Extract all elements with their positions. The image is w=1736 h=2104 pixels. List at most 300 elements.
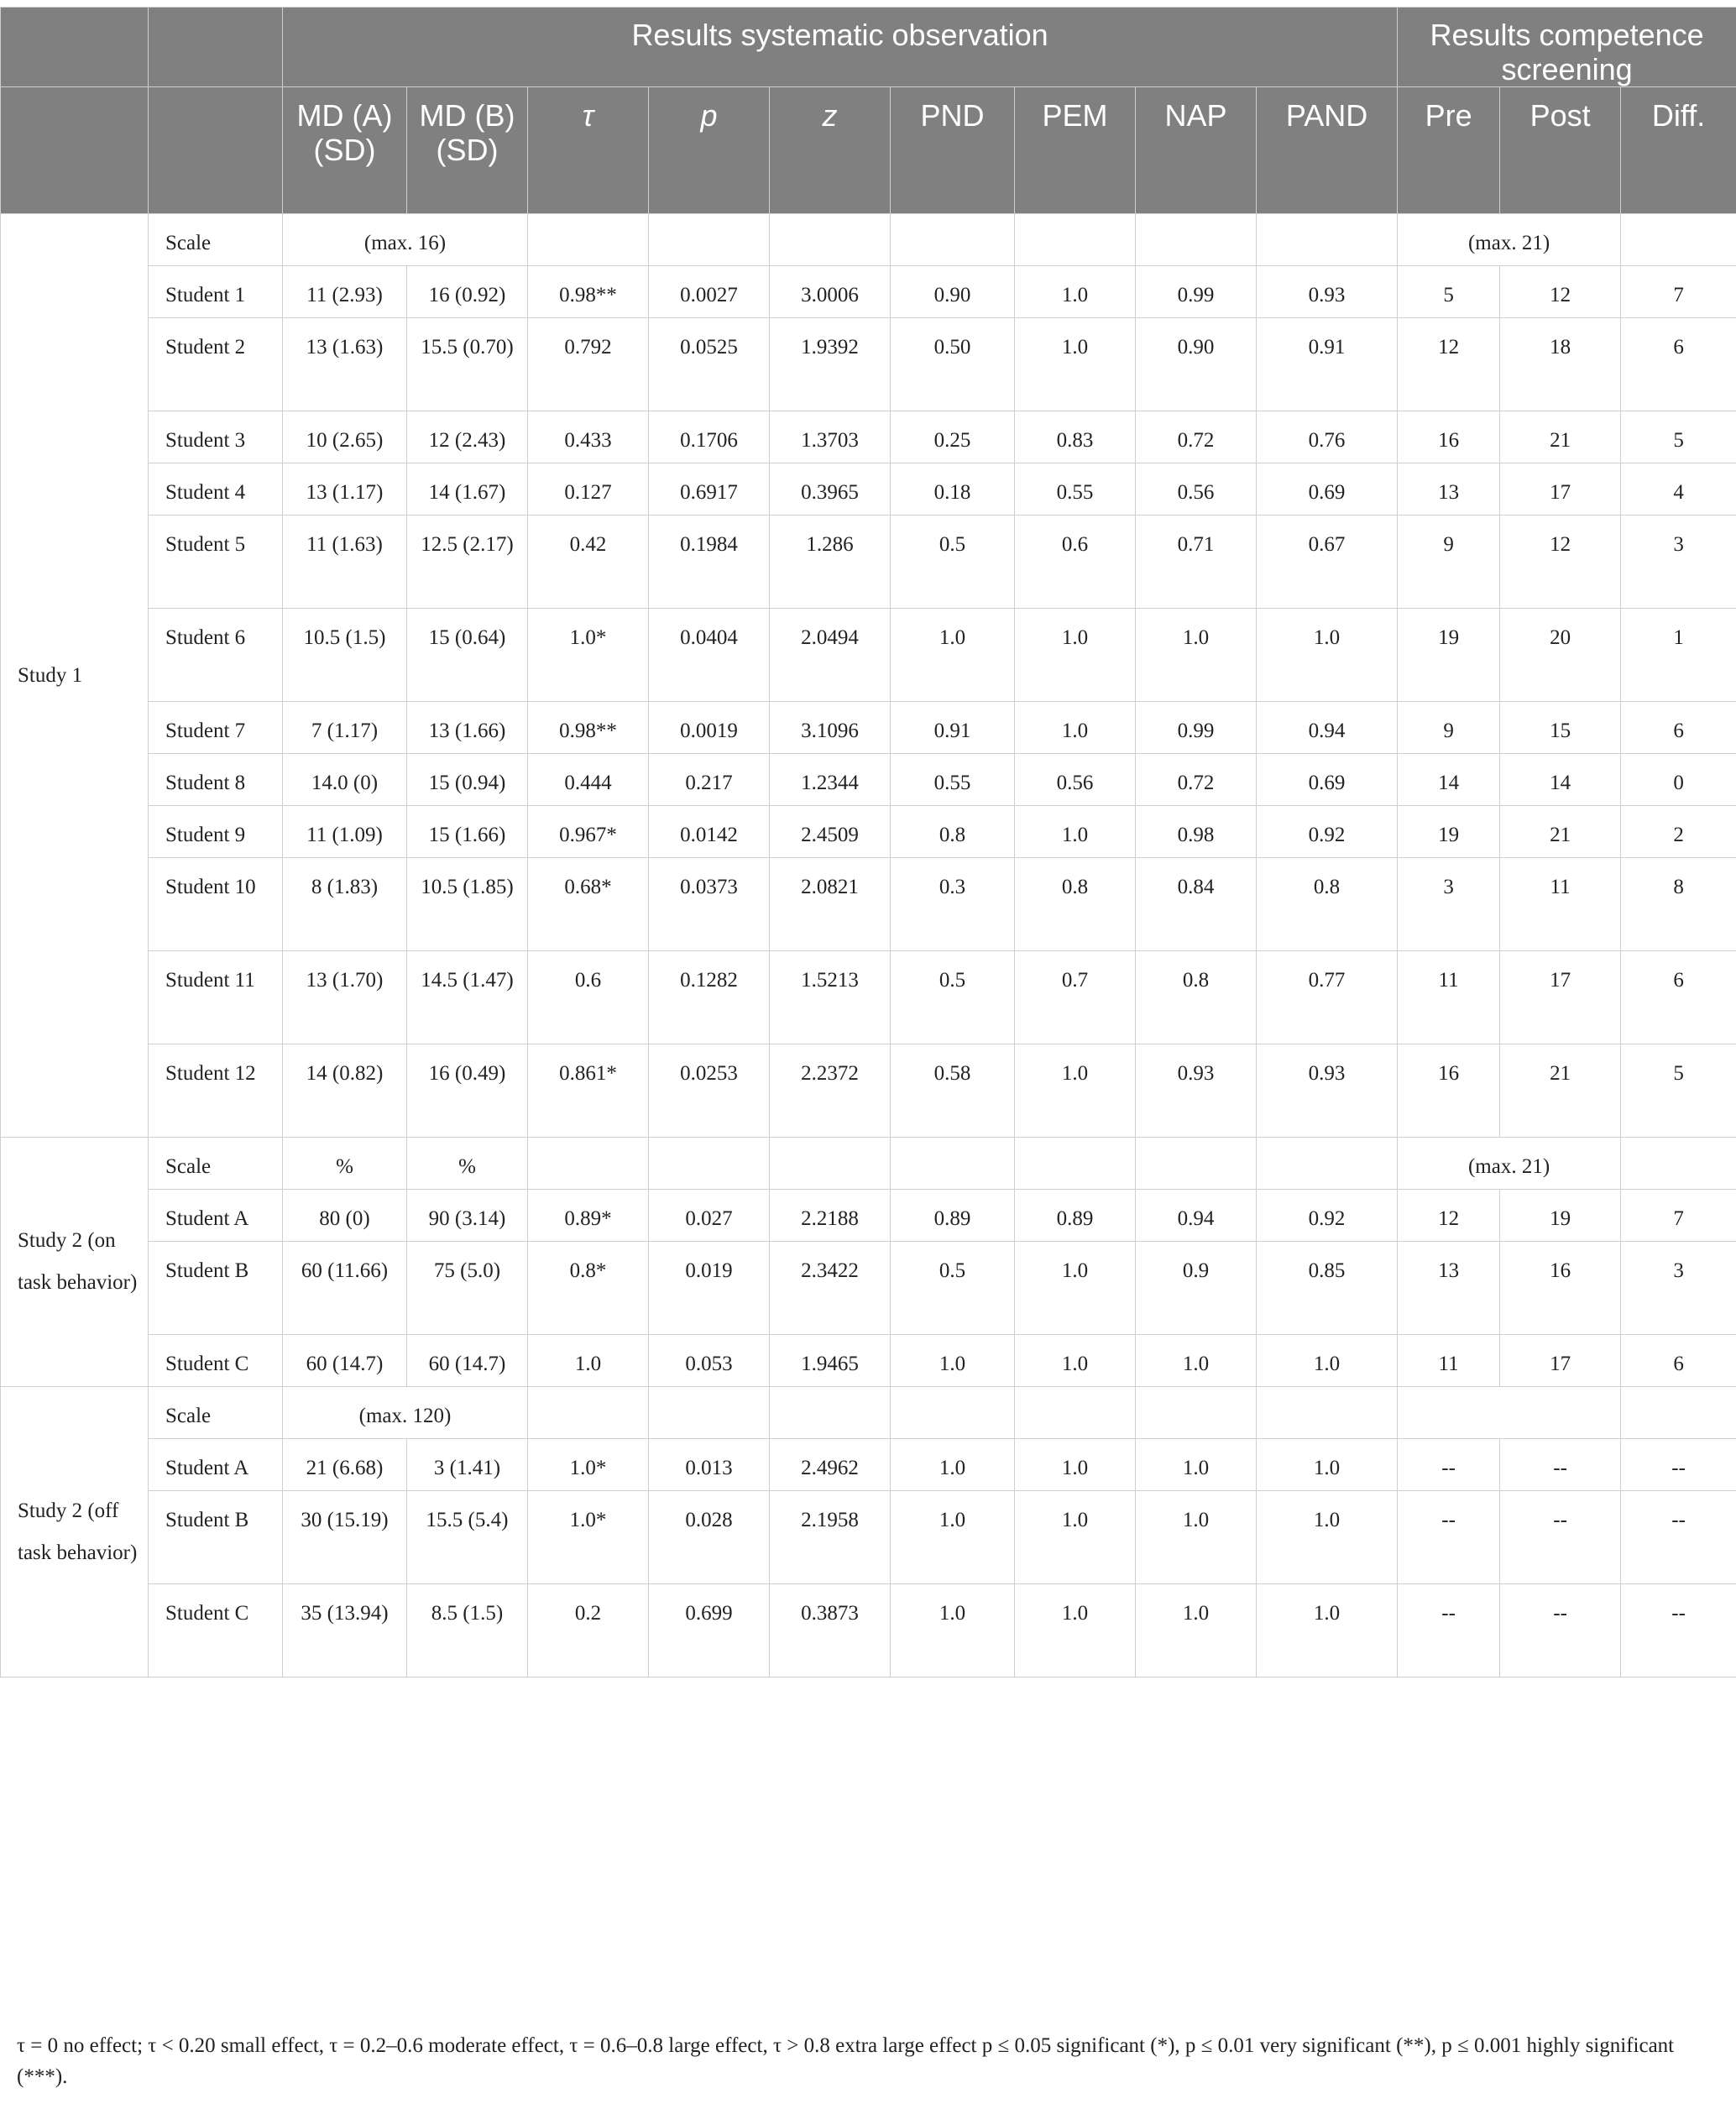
cell-pre: 5 [1398,266,1500,318]
scale-row [1,1138,1736,1190]
cell-z: 2.0494 [770,609,891,702]
study-label: Study 2 (off task behavior) [1,1387,149,1677]
cell-post: 18 [1500,318,1621,411]
student-label: Student 1 [149,266,283,318]
cell-pem: 1.0 [1015,1584,1136,1677]
student-label: Student 3 [149,411,283,463]
empty-cell [770,214,891,266]
cell-diff: 6 [1621,702,1736,754]
cell-diff: -- [1621,1439,1736,1491]
cell-z: 2.2372 [770,1044,891,1138]
cell-diff: 7 [1621,266,1736,318]
cell-z: 1.5213 [770,951,891,1044]
cell-pand: 1.0 [1257,609,1398,702]
cell-diff: 6 [1621,951,1736,1044]
scale-competence: (max. 21) [1398,1138,1621,1190]
cell-nap: 0.99 [1136,702,1257,754]
empty-cell [649,1387,770,1439]
cell-md-b: 15.5 (5.4) [407,1491,528,1584]
student-label: Student B [149,1242,283,1335]
cell-pem: 1.0 [1015,1335,1136,1387]
empty-cell [1257,1138,1398,1190]
scale-row [1,214,1736,266]
cell-md-b: 60 (14.7) [407,1335,528,1387]
cell-tau: 0.42 [528,516,649,609]
cell-md-a: 8 (1.83) [283,858,407,951]
empty-cell [1621,1138,1736,1190]
cell-z: 1.286 [770,516,891,609]
cell-pnd: 0.90 [891,266,1015,318]
cell-p: 0.6917 [649,463,770,516]
cell-md-b: 16 (0.49) [407,1044,528,1138]
cell-diff: 5 [1621,1044,1736,1138]
cell-post: 17 [1500,463,1621,516]
cell-md-b: 12 (2.43) [407,411,528,463]
cell-tau: 0.98** [528,266,649,318]
empty-cell [649,1138,770,1190]
cell-md-b: 13 (1.66) [407,702,528,754]
student-label: Student 5 [149,516,283,609]
cell-pnd: 1.0 [891,1491,1015,1584]
cell-pem: 0.55 [1015,463,1136,516]
cell-pem: 0.89 [1015,1190,1136,1242]
cell-pand: 0.93 [1257,1044,1398,1138]
cell-p: 0.0525 [649,318,770,411]
cell-diff: -- [1621,1491,1736,1584]
empty-cell [891,1387,1015,1439]
cell-z: 1.9392 [770,318,891,411]
results-table [0,7,1736,1677]
cell-post: 17 [1500,1335,1621,1387]
header-empty-cell [149,87,283,214]
cell-post: -- [1500,1439,1621,1491]
cell-pnd: 0.25 [891,411,1015,463]
table-row [1,1242,1736,1335]
cell-pem: 0.6 [1015,516,1136,609]
cell-md-b: 15.5 (0.70) [407,318,528,411]
cell-tau: 1.0 [528,1335,649,1387]
cell-md-b: 14 (1.67) [407,463,528,516]
cell-md-a: 13 (1.63) [283,318,407,411]
cell-post: 15 [1500,702,1621,754]
cell-diff: 3 [1621,1242,1736,1335]
table-row [1,1439,1736,1491]
cell-pem: 1.0 [1015,1491,1136,1584]
student-label: Student A [149,1439,283,1491]
student-label: Student 12 [149,1044,283,1138]
cell-pem: 1.0 [1015,1044,1136,1138]
cell-pre: 11 [1398,951,1500,1044]
cell-pem: 1.0 [1015,266,1136,318]
cell-nap: 0.99 [1136,266,1257,318]
cell-pand: 0.67 [1257,516,1398,609]
cell-md-b: 16 (0.92) [407,266,528,318]
cell-pnd: 0.91 [891,702,1015,754]
cell-pand: 1.0 [1257,1335,1398,1387]
cell-p: 0.1282 [649,951,770,1044]
scale-label: Scale [149,1387,283,1439]
cell-nap: 1.0 [1136,1439,1257,1491]
cell-nap: 1.0 [1136,609,1257,702]
header-row-columns [1,87,1736,214]
cell-pre: 3 [1398,858,1500,951]
cell-nap: 1.0 [1136,1491,1257,1584]
cell-diff: 8 [1621,858,1736,951]
cell-p: 0.0027 [649,266,770,318]
cell-p: 0.0404 [649,609,770,702]
cell-pnd: 0.58 [891,1044,1015,1138]
empty-cell [1136,1387,1257,1439]
cell-pre: -- [1398,1439,1500,1491]
cell-pand: 0.92 [1257,1190,1398,1242]
col-header-nap: NAP [1136,87,1257,214]
cell-nap: 0.71 [1136,516,1257,609]
cell-tau: 0.2 [528,1584,649,1677]
student-label: Student 10 [149,858,283,951]
cell-pnd: 0.5 [891,1242,1015,1335]
cell-pre: 19 [1398,609,1500,702]
cell-md-a: 11 (2.93) [283,266,407,318]
cell-pre: -- [1398,1584,1500,1677]
cell-pand: 0.92 [1257,806,1398,858]
cell-p: 0.1984 [649,516,770,609]
cell-pand: 0.69 [1257,754,1398,806]
cell-md-b: 15 (0.64) [407,609,528,702]
cell-z: 2.4509 [770,806,891,858]
cell-post: 14 [1500,754,1621,806]
table-row [1,1584,1736,1677]
cell-tau: 1.0* [528,609,649,702]
cell-pand: 0.93 [1257,266,1398,318]
cell-nap: 0.93 [1136,1044,1257,1138]
cell-post: 21 [1500,411,1621,463]
header-empty-cell [149,8,283,87]
col-header-pre: Pre [1398,87,1500,214]
cell-p: 0.0142 [649,806,770,858]
empty-cell [891,214,1015,266]
cell-pem: 1.0 [1015,702,1136,754]
col-header-pnd: PND [891,87,1015,214]
empty-cell [528,214,649,266]
table-row [1,858,1736,951]
col-header-diff: Diff. [1621,87,1736,214]
student-label: Student 11 [149,951,283,1044]
cell-pand: 0.94 [1257,702,1398,754]
table-row [1,754,1736,806]
cell-pre: 9 [1398,702,1500,754]
table-row [1,1491,1736,1584]
scale-observation: (max. 16) [283,214,528,266]
table-row [1,463,1736,516]
cell-nap: 0.98 [1136,806,1257,858]
cell-tau: 0.127 [528,463,649,516]
cell-pem: 1.0 [1015,1439,1136,1491]
cell-diff: 7 [1621,1190,1736,1242]
cell-pem: 1.0 [1015,318,1136,411]
cell-post: -- [1500,1491,1621,1584]
student-label: Student 2 [149,318,283,411]
empty-cell [1621,1387,1736,1439]
col-header-pand: PAND [1257,87,1398,214]
header-row-groups [1,8,1736,87]
cell-pand: 0.91 [1257,318,1398,411]
cell-pand: 0.69 [1257,463,1398,516]
cell-tau: 1.0* [528,1491,649,1584]
table-row [1,951,1736,1044]
empty-cell [1136,214,1257,266]
scale-observation-b: % [407,1138,528,1190]
cell-md-b: 8.5 (1.5) [407,1584,528,1677]
table-row [1,806,1736,858]
cell-pre: 13 [1398,1242,1500,1335]
cell-post: 19 [1500,1190,1621,1242]
cell-diff: 1 [1621,609,1736,702]
cell-pnd: 1.0 [891,1584,1015,1677]
col-header-md-b: MD (B) (SD) [407,87,528,214]
cell-pand: 0.76 [1257,411,1398,463]
cell-nap: 0.90 [1136,318,1257,411]
cell-md-a: 7 (1.17) [283,702,407,754]
cell-z: 2.4962 [770,1439,891,1491]
cell-tau: 0.8* [528,1242,649,1335]
cell-pand: 1.0 [1257,1439,1398,1491]
scale-label: Scale [149,1138,283,1190]
scale-observation: (max. 120) [283,1387,528,1439]
table-row [1,411,1736,463]
cell-nap: 0.72 [1136,754,1257,806]
cell-pre: 16 [1398,1044,1500,1138]
col-header-p: p [649,87,770,214]
cell-diff: 5 [1621,411,1736,463]
cell-md-a: 14 (0.82) [283,1044,407,1138]
empty-cell [891,1138,1015,1190]
cell-pnd: 0.18 [891,463,1015,516]
cell-tau: 0.68* [528,858,649,951]
cell-pem: 0.56 [1015,754,1136,806]
cell-p: 0.0253 [649,1044,770,1138]
cell-p: 0.013 [649,1439,770,1491]
cell-pre: 14 [1398,754,1500,806]
cell-nap: 1.0 [1136,1335,1257,1387]
cell-pnd: 0.5 [891,516,1015,609]
cell-pre: 11 [1398,1335,1500,1387]
scale-competence [1398,1387,1621,1439]
cell-post: 12 [1500,516,1621,609]
empty-cell [1257,214,1398,266]
cell-post: 17 [1500,951,1621,1044]
study-label: Study 2 (on task behavior) [1,1138,149,1387]
cell-diff: 4 [1621,463,1736,516]
student-label: Student 7 [149,702,283,754]
cell-pand: 0.8 [1257,858,1398,951]
cell-tau: 0.98** [528,702,649,754]
student-label: Student B [149,1491,283,1584]
scale-label: Scale [149,214,283,266]
cell-z: 3.1096 [770,702,891,754]
cell-pre: 19 [1398,806,1500,858]
cell-p: 0.0373 [649,858,770,951]
cell-pnd: 0.5 [891,951,1015,1044]
cell-post: 12 [1500,266,1621,318]
study-label: Study 1 [1,214,149,1138]
cell-p: 0.027 [649,1190,770,1242]
cell-md-b: 15 (1.66) [407,806,528,858]
cell-pem: 1.0 [1015,806,1136,858]
table-body [1,214,1736,1677]
table-row [1,318,1736,411]
cell-post: 21 [1500,806,1621,858]
cell-md-a: 80 (0) [283,1190,407,1242]
cell-pre: 16 [1398,411,1500,463]
cell-diff: 3 [1621,516,1736,609]
cell-pnd: 1.0 [891,609,1015,702]
cell-pem: 1.0 [1015,1242,1136,1335]
cell-post: 21 [1500,1044,1621,1138]
cell-pand: 0.85 [1257,1242,1398,1335]
cell-pem: 0.83 [1015,411,1136,463]
empty-cell [770,1138,891,1190]
cell-p: 0.0019 [649,702,770,754]
cell-md-a: 10 (2.65) [283,411,407,463]
cell-pem: 0.8 [1015,858,1136,951]
cell-pre: 12 [1398,1190,1500,1242]
cell-pnd: 0.50 [891,318,1015,411]
cell-z: 3.0006 [770,266,891,318]
cell-md-b: 10.5 (1.85) [407,858,528,951]
cell-md-b: 75 (5.0) [407,1242,528,1335]
empty-cell [1257,1387,1398,1439]
cell-md-b: 15 (0.94) [407,754,528,806]
cell-post: 11 [1500,858,1621,951]
cell-pem: 0.7 [1015,951,1136,1044]
cell-pnd: 1.0 [891,1335,1015,1387]
cell-pnd: 0.8 [891,806,1015,858]
cell-pand: 0.77 [1257,951,1398,1044]
empty-cell [1015,214,1136,266]
empty-cell [1015,1387,1136,1439]
cell-pem: 1.0 [1015,609,1136,702]
cell-md-a: 10.5 (1.5) [283,609,407,702]
empty-cell [528,1138,649,1190]
col-header-pem: PEM [1015,87,1136,214]
cell-pre: -- [1398,1491,1500,1584]
empty-cell [770,1387,891,1439]
cell-tau: 0.6 [528,951,649,1044]
cell-z: 1.3703 [770,411,891,463]
table-row [1,1335,1736,1387]
cell-diff: -- [1621,1584,1736,1677]
cell-post: 16 [1500,1242,1621,1335]
empty-cell [1136,1138,1257,1190]
header-group-competence: Results competence screening [1398,8,1736,87]
cell-pand: 1.0 [1257,1584,1398,1677]
student-label: Student A [149,1190,283,1242]
cell-tau: 0.433 [528,411,649,463]
table-row [1,609,1736,702]
scale-observation-a: % [283,1138,407,1190]
cell-pnd: 0.55 [891,754,1015,806]
table-row [1,1044,1736,1138]
student-label: Student 9 [149,806,283,858]
cell-pre: 13 [1398,463,1500,516]
col-header-md-a: MD (A) (SD) [283,87,407,214]
cell-post: -- [1500,1584,1621,1677]
scale-row [1,1387,1736,1439]
cell-nap: 0.8 [1136,951,1257,1044]
cell-md-a: 14.0 (0) [283,754,407,806]
cell-tau: 0.861* [528,1044,649,1138]
cell-diff: 0 [1621,754,1736,806]
table-footnote: τ = 0 no effect; τ < 0.20 small effect, τ = 0.2–0.6 moderate effect, τ = 0.6–0.8 large effect, τ > 0.8 extra large effect p ≤ 0.05 significant (*), p ≤ 0.01 very significant (**), p ≤ 0.001 highly significant (***). [17,2034,1675,2088]
cell-z: 2.1958 [770,1491,891,1584]
cell-diff: 6 [1621,318,1736,411]
cell-md-a: 60 (11.66) [283,1242,407,1335]
cell-pnd: 0.3 [891,858,1015,951]
student-label: Student C [149,1584,283,1677]
cell-nap: 0.84 [1136,858,1257,951]
cell-p: 0.019 [649,1242,770,1335]
cell-md-a: 13 (1.17) [283,463,407,516]
student-label: Student 6 [149,609,283,702]
student-label: Student 8 [149,754,283,806]
cell-pand: 1.0 [1257,1491,1398,1584]
cell-z: 2.0821 [770,858,891,951]
scale-competence: (max. 21) [1398,214,1621,266]
cell-pre: 9 [1398,516,1500,609]
cell-tau: 1.0* [528,1439,649,1491]
header-group-observation: Results systematic observation [283,8,1398,87]
table-row [1,266,1736,318]
cell-tau: 0.792 [528,318,649,411]
cell-md-b: 12.5 (2.17) [407,516,528,609]
table-row [1,1190,1736,1242]
cell-z: 1.2344 [770,754,891,806]
col-header-z: z [770,87,891,214]
table-row [1,702,1736,754]
empty-cell [1015,1138,1136,1190]
cell-md-a: 35 (13.94) [283,1584,407,1677]
cell-tau: 0.444 [528,754,649,806]
empty-cell [1621,214,1736,266]
cell-nap: 0.94 [1136,1190,1257,1242]
cell-post: 20 [1500,609,1621,702]
empty-cell [528,1387,649,1439]
cell-md-a: 11 (1.63) [283,516,407,609]
cell-p: 0.053 [649,1335,770,1387]
cell-md-a: 21 (6.68) [283,1439,407,1491]
cell-md-a: 60 (14.7) [283,1335,407,1387]
header-empty-cell [1,87,149,214]
cell-pre: 12 [1398,318,1500,411]
cell-diff: 6 [1621,1335,1736,1387]
cell-p: 0.028 [649,1491,770,1584]
cell-z: 2.3422 [770,1242,891,1335]
cell-p: 0.217 [649,754,770,806]
cell-md-a: 30 (15.19) [283,1491,407,1584]
cell-z: 0.3873 [770,1584,891,1677]
col-header-post: Post [1500,87,1621,214]
cell-tau: 0.967* [528,806,649,858]
cell-tau: 0.89* [528,1190,649,1242]
empty-cell [649,214,770,266]
student-label: Student C [149,1335,283,1387]
cell-md-a: 13 (1.70) [283,951,407,1044]
cell-z: 1.9465 [770,1335,891,1387]
table-row [1,516,1736,609]
cell-p: 0.1706 [649,411,770,463]
header-empty-cell [1,8,149,87]
cell-pnd: 0.89 [891,1190,1015,1242]
